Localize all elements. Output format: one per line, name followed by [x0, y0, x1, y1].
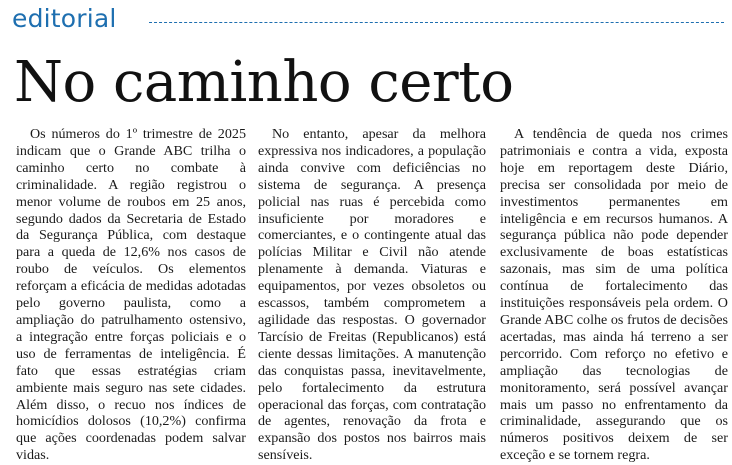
- section-label: editorial: [12, 4, 117, 33]
- section-divider: [149, 22, 724, 23]
- headline: No caminho certo: [14, 50, 514, 115]
- paragraph-2: No entanto, apesar da melhora expressiva nos indicadores, a população ainda convive com deficiências no sistema de segurança. A presença policial nas ruas é percebida como insuficiente por moradores e comerciantes, e o contingente atual das polícias Militar e Civil não atende plenamente à demanda. Viaturas e equipamentos, por vezes obsoletos ou escassos, também comprometem a agilidade das respostas. O governador Tarcísio de Freitas (Republicanos) está ciente dessas limitações. A manutenção das conquistas passa, inevitavelmente, pelo fortalecimento da estrutura operacional das forças, com contratação de agentes, renovação da frota e expansão dos postos nos bairros mais sensíveis.: [258, 126, 486, 464]
- column-1: [16, 126, 246, 464]
- column-3: [500, 126, 728, 464]
- section-header: [12, 0, 724, 40]
- article-body: [16, 126, 728, 464]
- paragraph-1: Os números do 1º trimestre de 2025 indicam que o Grande ABC trilha o caminho certo no combate à criminalidade. A região registrou o menor volume de roubos em 25 anos, segundo dados da Secretaria de Estado da Segurança Pública, com destaque para a queda de 12,6% nos casos de roubo de veículos. Os elementos reforçam a eficácia de medidas adotadas pelo governo paulista, como a ampliação do patrulhamento ostensivo, a integração entre forças policiais e o uso de ferramentas de inteligência. É fato que essas estratégias criam ambiente mais seguro nas sete cidades. Além disso, o recuo nos índices de homicídios dolosos (10,2%) confirma que ações coordenadas podem salvar vidas.: [16, 126, 246, 464]
- column-2: [258, 126, 486, 464]
- paragraph-3: A tendência de queda nos crimes patrimoniais e contra a vida, exposta hoje em reportagem deste Diário, precisa ser consolidada por meio de investimentos permanentes em inteligência e em recursos humanos. A segurança pública não pode depender exclusivamente de boas estatísticas sazonais, mas sim de uma política contínua de fortalecimento das instituições responsáveis pela ordem. O Grande ABC colhe os frutos de decisões acertadas, mas ainda há terreno a ser percorrido. Com reforço no efetivo e ampliação das tecnologias de monitoramento, será possível avançar mais um passo no enfrentamento da criminalidade, assegurando que os números positivos deixem de ser exceção e se tornem regra.: [500, 126, 728, 464]
